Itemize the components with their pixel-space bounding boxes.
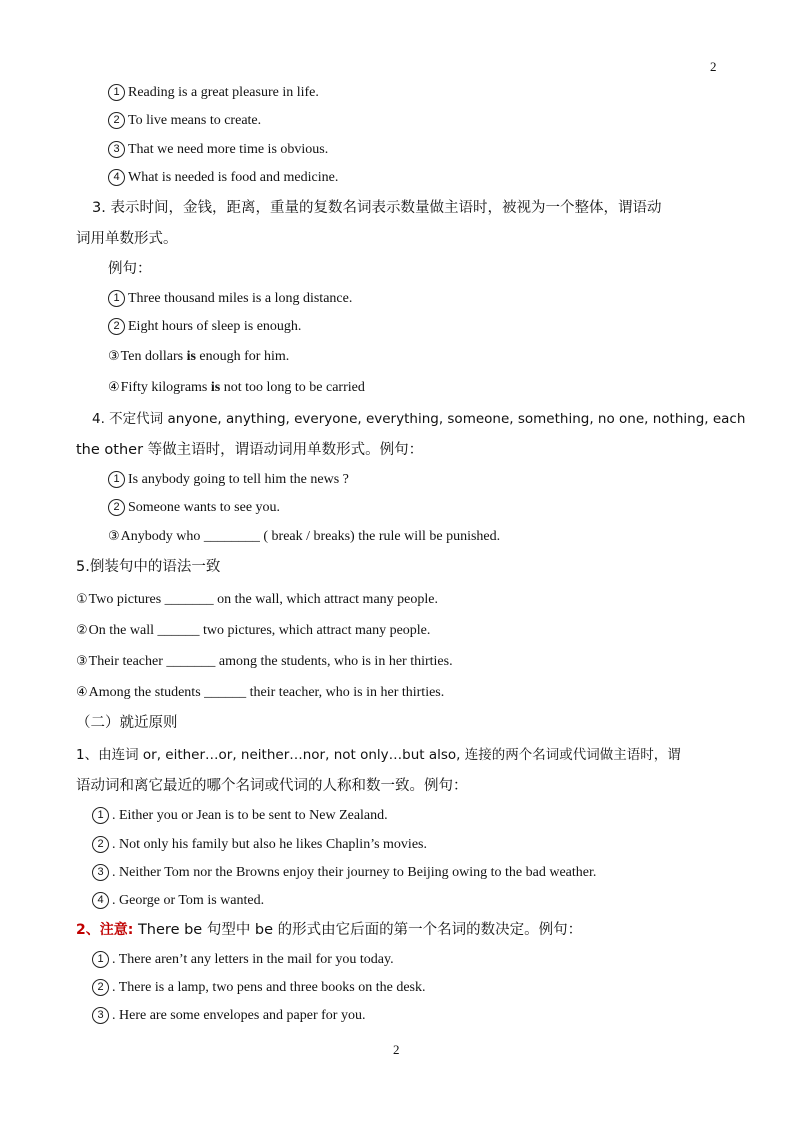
example-text: That we need more time is obvious. bbox=[128, 142, 329, 157]
circled-number: ③ bbox=[108, 529, 120, 544]
example-line bbox=[108, 378, 365, 398]
example-text-post: not too long to be carried bbox=[220, 380, 365, 395]
example-text: Reading is a great pleasure in life. bbox=[128, 85, 319, 100]
circled-number: 1 bbox=[108, 290, 125, 307]
example-text: On the wall ______ two pictures, which attract many people. bbox=[88, 623, 431, 638]
example-line bbox=[92, 835, 427, 855]
example-text: Among the students ______ their teacher, who is in her thirties. bbox=[88, 685, 445, 700]
example-text: To live means to create. bbox=[128, 113, 262, 128]
page-number-bottom: 2 bbox=[393, 1042, 400, 1057]
section-heading: （二）就近原则 bbox=[76, 715, 178, 731]
example-text: Is anybody going to tell him the news ? bbox=[128, 472, 349, 487]
rule3-line1: 3. 表示时间，金钱，距离，重量的复数名词表示数量做主语时，被视为一个整体，谓语动 bbox=[92, 200, 662, 216]
circled-number: 3 bbox=[108, 141, 125, 158]
note-line bbox=[76, 920, 582, 941]
circled-number: 2 bbox=[108, 318, 125, 335]
example-text: Their teacher _______ among the students, who is in her thirties. bbox=[88, 654, 453, 669]
bold-verb: is bbox=[210, 380, 221, 395]
circled-number: 1 bbox=[108, 84, 125, 101]
example-text: Someone wants to see you. bbox=[128, 500, 281, 515]
circled-number: 4 bbox=[108, 169, 125, 186]
rule3-line2: 词用单数形式。 bbox=[76, 231, 178, 247]
note-text: There be 句型中 be 的形式由它后面的第一个名词的数决定。例句： bbox=[133, 922, 583, 938]
example-text: Two pictures _______ on the wall, which attract many people. bbox=[88, 592, 438, 607]
example-line bbox=[108, 289, 352, 309]
example-line bbox=[76, 683, 444, 703]
example-text: Three thousand miles is a long distance. bbox=[128, 291, 353, 306]
example-text: Anybody who ________ ( break / breaks) the rule will be punished. bbox=[120, 529, 501, 544]
example-text: . George or Tom is wanted. bbox=[112, 893, 265, 908]
circled-number: 2 bbox=[92, 979, 109, 996]
example-line bbox=[92, 806, 388, 826]
proximity-line2: 语动词和离它最近的哪个名词或代词的人称和数一致。例句： bbox=[76, 778, 468, 794]
example-line bbox=[108, 168, 338, 188]
example-text: . Either you or Jean is to be sent to New Zealand. bbox=[112, 808, 388, 823]
circled-number: 3 bbox=[92, 1007, 109, 1024]
circled-number: 1 bbox=[92, 951, 109, 968]
example-line bbox=[108, 317, 301, 337]
example-line bbox=[76, 652, 453, 672]
example-line bbox=[76, 590, 438, 610]
circled-number: 2 bbox=[92, 836, 109, 853]
example-text: Eight hours of sleep is enough. bbox=[128, 319, 302, 334]
example-line bbox=[92, 950, 394, 970]
example-text: . Neither Tom nor the Browns enjoy their journey to Beijing owing to the bad weather. bbox=[112, 865, 597, 880]
rule4-line1: 4. 不定代词 anyone, anything, everyone, everything, someone, something, no one, nothing, each bbox=[92, 411, 746, 427]
example-line bbox=[92, 863, 596, 883]
circled-number: ② bbox=[76, 623, 88, 638]
circled-number: ③ bbox=[76, 654, 88, 669]
example-line bbox=[108, 470, 349, 490]
circled-number: 1 bbox=[108, 471, 125, 488]
example-text: What is needed is food and medicine. bbox=[128, 170, 339, 185]
circled-number: ③ bbox=[108, 349, 120, 364]
example-line bbox=[108, 140, 328, 160]
rule4-line2: the other 等做主语时，谓语动词用单数形式。例句： bbox=[76, 442, 424, 458]
example-text: . Not only his family but also he likes Chaplin’s movies. bbox=[112, 837, 427, 852]
example-text-pre: Ten dollars bbox=[120, 349, 187, 364]
circled-number: 2 bbox=[108, 499, 125, 516]
example-line bbox=[108, 527, 500, 547]
example-line bbox=[108, 83, 319, 103]
example-line bbox=[108, 498, 280, 518]
circled-number: 4 bbox=[92, 892, 109, 909]
circled-number: 2 bbox=[108, 112, 125, 129]
note-label: 2、注意: bbox=[76, 922, 134, 938]
example-text-post: enough for him. bbox=[195, 349, 290, 364]
example-text: . There aren’t any letters in the mail for you today. bbox=[112, 952, 394, 967]
example-line bbox=[92, 1006, 365, 1026]
proximity-line1: 1、由连词 or, either…or, neither…nor, not only…but also, 连接的两个名词或代词做主语时，谓 bbox=[76, 747, 681, 763]
circled-number: 3 bbox=[92, 864, 109, 881]
example-text: . There is a lamp, two pens and three books on the desk. bbox=[112, 980, 426, 995]
example-line bbox=[108, 111, 261, 131]
example-line bbox=[76, 621, 430, 641]
example-text: . Here are some envelopes and paper for you. bbox=[112, 1008, 366, 1023]
page-number-top: 2 bbox=[710, 59, 717, 74]
example-line bbox=[108, 347, 289, 367]
example-text-pre: Fifty kilograms bbox=[120, 380, 211, 395]
circled-number: 1 bbox=[92, 807, 109, 824]
example-line bbox=[92, 891, 264, 911]
bold-verb: is bbox=[186, 349, 196, 364]
example-line bbox=[92, 978, 426, 998]
circled-number: ④ bbox=[108, 380, 120, 395]
rule5-title: 5.倒装句中的语法一致 bbox=[76, 559, 221, 575]
example-label: 例句： bbox=[108, 261, 152, 277]
circled-number: ④ bbox=[76, 685, 88, 700]
circled-number: ① bbox=[76, 592, 88, 607]
